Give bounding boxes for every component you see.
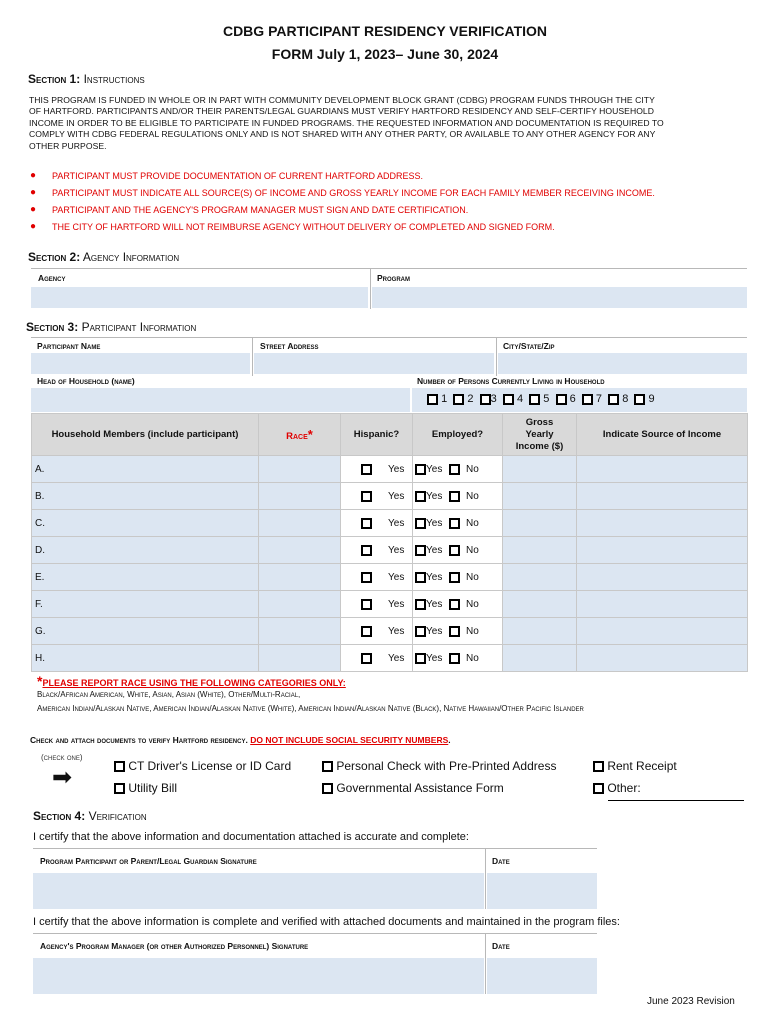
income-source-cell[interactable] [577,456,748,483]
checkbox-icon[interactable] [593,783,604,794]
num-option[interactable]: 8 [608,393,628,405]
income-source-cell[interactable] [577,645,748,672]
checkbox-icon[interactable] [449,626,460,637]
arrow-right-icon: ➡ [52,764,73,791]
section4-heading: Section 4: Verification [33,809,147,823]
household-table [31,413,748,672]
instructions-line: THIS PROGRAM IS FUNDED IN WHOLE OR IN PART WITH COMMUNITY DEVELOPMENT BLOCK GRANT (CDBG) PROGRAM FUNDS THROUGH THE CITY [29,95,655,105]
manager-signature-label: Agency's Program Manager (or other Authorized Personnel) Signature [40,941,309,951]
member-name-cell[interactable]: C. [32,510,259,537]
certify-statement-1: I certify that the above information and documentation attached is accurate and complete: [33,831,469,843]
checkbox-icon[interactable] [449,599,460,610]
table-row [32,618,748,645]
doc-option-gov-form[interactable]: Governmental Assistance Form [322,781,504,795]
participant-signature-label: Program Participant or Parent/Legal Guardian Signature [40,856,257,866]
race-cell[interactable] [259,564,341,591]
hispanic-cell: Yes [341,564,413,591]
instructions-paragraph [29,95,749,152]
num-option[interactable]: 2 [453,393,473,405]
hispanic-cell: Yes [341,456,413,483]
hispanic-cell: Yes [341,618,413,645]
manager-date-field[interactable] [487,958,597,994]
num-option[interactable]: 5 [529,393,549,405]
num-persons-options [427,393,655,405]
race-cell[interactable] [259,591,341,618]
street-address-label: Street Address [260,341,319,351]
date-label: Date [492,856,510,866]
hispanic-cell: Yes [341,483,413,510]
gross-income-cell[interactable] [503,510,577,537]
hispanic-cell: Yes [341,591,413,618]
member-name-cell[interactable]: A. [32,456,259,483]
checkbox-icon[interactable] [114,783,125,794]
checkbox-icon[interactable] [449,491,460,502]
checkbox-icon[interactable] [593,761,604,772]
member-name-cell[interactable]: D. [32,537,259,564]
employed-cell: Yes No [413,510,503,537]
head-of-household-label: Head of Household (name) [37,376,135,386]
income-source-cell[interactable] [577,537,748,564]
checkbox-icon[interactable] [361,599,372,610]
date-label: Date [492,941,510,951]
checkbox-icon[interactable] [415,491,426,502]
doc-option-rent-receipt[interactable]: Rent Receipt [593,759,677,773]
income-source-cell[interactable] [577,483,748,510]
check-one-label: (check one) [41,753,83,762]
gross-income-cell[interactable] [503,618,577,645]
other-input-line[interactable] [608,800,744,801]
checkbox-icon[interactable] [449,572,460,583]
gross-income-cell[interactable] [503,591,577,618]
checkbox-icon[interactable] [361,653,372,664]
employed-cell: Yes No [413,483,503,510]
checkbox-icon[interactable] [361,572,372,583]
form-title-line2: FORM July 1, 2023– June 30, 2024 [271,46,499,62]
participant-signature-field[interactable] [33,873,484,909]
checkbox-icon[interactable] [415,599,426,610]
checkbox-icon[interactable] [634,394,645,405]
checkbox-icon[interactable] [556,394,567,405]
race-cell[interactable] [259,645,341,672]
divider [31,337,747,338]
divider [33,848,597,849]
income-source-cell[interactable] [577,564,748,591]
num-option[interactable]: 9 [634,393,654,405]
checkbox-icon[interactable] [529,394,540,405]
checkbox-icon[interactable] [503,394,514,405]
doc-option-personal-check[interactable]: Personal Check with Pre-Printed Address [322,759,556,773]
gross-income-cell[interactable] [503,564,577,591]
divider [33,933,597,934]
checkbox-icon[interactable] [449,545,460,556]
checkbox-icon[interactable] [361,626,372,637]
participant-name-label: Participant Name [37,341,101,351]
member-name-cell[interactable]: G. [32,618,259,645]
instruction-bullets [30,170,752,239]
divider [496,338,497,376]
income-source-cell[interactable] [577,618,748,645]
member-name-cell[interactable]: B. [32,483,259,510]
checkbox-icon[interactable] [322,783,333,794]
section1-title: Instructions [83,72,145,86]
manager-signature-field[interactable] [33,958,484,994]
divider [31,268,747,269]
checkbox-icon[interactable] [415,518,426,529]
employed-cell: Yes No [413,537,503,564]
num-persons-label: Number of Persons Currently Living in Household [417,376,605,386]
checkbox-icon[interactable] [449,464,460,475]
certify-statement-2: I certify that the above information is complete and verified with attached documents and maintained in the program files: [33,916,620,928]
col-race: Race* [259,414,341,456]
race-cell[interactable] [259,456,341,483]
col-gross-income: Gross Yearly Income ($) [503,414,577,456]
city-state-zip-label: City/State/Zip [503,341,555,351]
gross-income-cell[interactable] [503,645,577,672]
race-categories-line1: Black/African American, White, Asian, Asian (White), Other/Multi-Racial, [37,690,301,699]
checkbox-icon[interactable] [361,491,372,502]
head-of-household-field[interactable] [31,388,410,412]
city-state-zip-field[interactable] [498,353,747,374]
table-row [32,483,748,510]
gross-income-cell[interactable] [503,483,577,510]
docs-prompt: Check and attach documents to verify Hartford residency. DO NOT INCLUDE SOCIAL SECURITY NUMBERS. [30,735,451,745]
race-cell[interactable] [259,618,341,645]
doc-option-utility-bill[interactable]: Utility Bill [114,781,177,795]
revision-footer: June 2023 Revision [647,996,735,1007]
member-name-cell[interactable]: E. [32,564,259,591]
table-header-row [32,414,748,456]
section1-number: Section 1: [28,72,81,86]
agency-label: Agency [38,273,66,283]
table-row [32,510,748,537]
bullet-item: ● THE CITY OF HARTFORD WILL NOT REIMBURSE AGENCY WITHOUT DELIVERY OF COMPLETED AND SIGNED FORM. [30,221,555,232]
program-field[interactable] [372,287,747,308]
col-hispanic: Hispanic? [341,414,413,456]
checkbox-icon[interactable] [449,653,460,664]
checkbox-icon[interactable] [415,545,426,556]
race-note-title: *PLEASE REPORT RACE USING THE FOLLOWING CATEGORIES ONLY: [37,673,346,689]
table-row [32,537,748,564]
section2-heading: Section 2: Agency Information [28,250,180,264]
race-cell[interactable] [259,537,341,564]
form-title-line1: CDBG PARTICIPANT RESIDENCY VERIFICATION [222,23,548,39]
table-row [32,456,748,483]
num-option[interactable]: 1 [427,393,447,405]
num-option[interactable]: 3 [480,393,497,405]
col-income-source: Indicate Source of Income [577,414,748,456]
checkbox-icon[interactable] [361,518,372,529]
race-categories-line2: American Indian/Alaskan Native, American Indian/Alaskan Native (White), American Indian/Alaskan Native (Black), Native Hawaiian/Other Pacific Islander [37,704,584,713]
bullet-item: ● PARTICIPANT MUST INDICATE ALL SOURCE(S) OF INCOME AND GROSS YEARLY INCOME FOR EACH FAMILY MEMBER RECEIVING INCOME. [30,187,655,198]
num-option[interactable]: 4 [503,393,523,405]
bullet-item: ● PARTICIPANT MUST PROVIDE DOCUMENTATION OF CURRENT HARTFORD ADDRESS. [30,170,424,181]
program-label: Program [377,273,411,283]
checkbox-icon[interactable] [415,572,426,583]
bullet-item: ● PARTICIPANT AND THE AGENCY'S PROGRAM MANAGER MUST SIGN AND DATE CERTIFICATION. [30,204,469,215]
table-row [32,645,748,672]
section3-heading: Section 3: Participant Information [26,320,197,334]
doc-option-ct-license[interactable]: CT Driver's License or ID Card [114,759,291,773]
income-source-cell[interactable] [577,591,748,618]
divider [485,934,486,994]
race-cell[interactable] [259,510,341,537]
employed-cell: Yes No [413,456,503,483]
section1-heading [28,72,145,86]
participant-date-field[interactable] [487,873,597,909]
participant-name-field[interactable] [31,353,250,374]
checkbox-icon[interactable] [582,394,593,405]
member-name-cell[interactable]: F. [32,591,259,618]
checkbox-icon[interactable] [415,464,426,475]
employed-cell: Yes No [413,645,503,672]
gross-income-cell[interactable] [503,456,577,483]
instructions-line: COMPLY WITH CDBG FEDERAL REGULATIONS ONLY AND IS NOT SHARED WITH ANY OTHER PARTY, OR AVAILABLE TO ANY OTHER AGENCY FOR ANY [29,129,656,140]
checkbox-icon[interactable] [480,394,491,405]
checkbox-icon[interactable] [322,761,333,772]
table-row [32,564,748,591]
divider [485,849,486,909]
income-source-cell[interactable] [577,510,748,537]
checkbox-icon[interactable] [427,394,438,405]
checkbox-icon[interactable] [608,394,619,405]
checkbox-icon[interactable] [415,626,426,637]
hispanic-cell: Yes [341,645,413,672]
num-option[interactable]: 6 [556,393,576,405]
employed-cell: Yes No [413,618,503,645]
hispanic-cell: Yes [341,510,413,537]
checkbox-icon[interactable] [114,761,125,772]
member-name-cell[interactable]: H. [32,645,259,672]
street-address-field[interactable] [254,353,494,374]
divider [252,338,253,376]
checkbox-icon[interactable] [361,545,372,556]
race-cell[interactable] [259,483,341,510]
divider [370,269,371,309]
gross-income-cell[interactable] [503,537,577,564]
checkbox-icon[interactable] [453,394,464,405]
instructions-line: OTHER PURPOSE. [29,140,107,151]
checkbox-icon[interactable] [415,653,426,664]
instructions-line: INCOME IN ORDER TO BE ELIGIBLE TO PARTICIPATE IN FUNDED PROGRAMS. THE REQUESTED INFORMATION AND DOCUMENTATION IS REQUIRED TO [29,117,664,128]
num-option[interactable]: 7 [582,393,602,405]
employed-cell: Yes No [413,564,503,591]
agency-field[interactable] [31,287,368,308]
hispanic-cell: Yes [341,537,413,564]
col-household-members: Household Members (include participant) [32,414,259,456]
instructions-line: OF HARTFORD. PARTICIPANTS AND/OR THEIR PARENTS/LEGAL GUARDIANS MUST VERIFY HARTFORD RESIDENCY AND SELF-CERTIFY HOUSEHOLD [29,106,655,117]
doc-option-other[interactable]: Other: [593,781,641,795]
checkbox-icon[interactable] [449,518,460,529]
employed-cell: Yes No [413,591,503,618]
col-employed: Employed? [413,414,503,456]
checkbox-icon[interactable] [361,464,372,475]
table-row [32,591,748,618]
